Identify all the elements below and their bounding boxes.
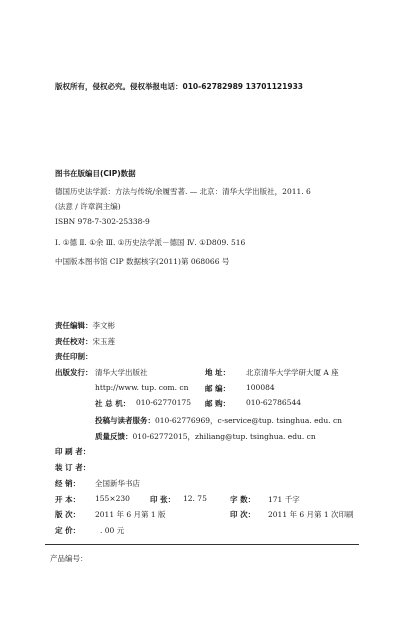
credit-editor-value: 李文彬 xyxy=(92,321,115,330)
cip-classification: Ⅰ. ①德 Ⅱ. ①余 Ⅲ. ①历史法学派－德国 Ⅳ. ①D809. 516 xyxy=(55,238,246,247)
mail-order-value: 010-62786544 xyxy=(246,398,302,407)
format-value: 155×230 xyxy=(95,494,130,503)
binder-label: 装 订 者： xyxy=(55,463,91,472)
address-value: 北京清华大学学研大厦 A 座 xyxy=(246,368,339,377)
quality-feedback-label: 质量反馈： xyxy=(95,432,133,441)
reader-service xyxy=(95,415,342,426)
postcode-label: 邮 编： xyxy=(205,384,231,393)
price-label: 定 价： xyxy=(55,526,81,535)
cip-title-line: 德国历史法学派：方法与传统/余履雪著. — 北京：清华大学出版社，2011. 6 xyxy=(55,187,311,196)
word-count-value: 171 千字 xyxy=(268,495,300,504)
credit-editor xyxy=(55,320,115,331)
switchboard-value: 010-62770175 xyxy=(136,398,192,407)
print-run-value: 2011 年 6 月第 1 次印刷 xyxy=(268,510,354,519)
copyright-notice: 版权所有，侵权必究。侵权举报电话：010-62782989 13701121933 xyxy=(55,82,304,91)
address-label: 地 址： xyxy=(205,368,231,377)
credit-printing-label: 责任印制： xyxy=(55,352,93,361)
publisher-name: 清华大学出版社 xyxy=(95,368,148,377)
cip-core-note: 中国版本图书馆 CIP 数据核字(2011)第 068066 号 xyxy=(55,257,230,266)
mail-order-label: 邮 购： xyxy=(205,399,231,408)
reader-service-label: 投稿与读者服务： xyxy=(95,416,155,425)
credit-proofreader xyxy=(55,336,115,347)
credit-printing xyxy=(55,351,93,362)
credit-proofreader-label: 责任校对： xyxy=(55,337,93,346)
cip-heading: 图书在版编目(CIP)数据 xyxy=(55,169,136,178)
sheets-value: 12. 75 xyxy=(183,494,207,503)
switchboard-label: 社 总 机： xyxy=(95,399,131,408)
credit-proofreader-value: 宋玉莲 xyxy=(92,337,115,346)
printer-label: 印 刷 者： xyxy=(55,447,91,456)
edition-value: 2011 年 6 月第 1 版 xyxy=(95,510,166,519)
publisher-label: 出版发行： xyxy=(55,368,93,377)
sheets-label: 印 张： xyxy=(150,495,176,504)
format-label: 开 本： xyxy=(55,495,81,504)
quality-feedback xyxy=(95,431,316,442)
cip-isbn: ISBN 978-7-302-25338-9 xyxy=(55,217,150,226)
divider-line xyxy=(45,544,359,545)
reader-service-value: 010-62776969，c-service@tup. tsinghua. edu. cn xyxy=(155,416,342,425)
cip-series-line: (法意 / 许章润主编) xyxy=(55,202,121,211)
credit-editor-label: 责任编辑： xyxy=(55,321,93,330)
edition-label: 版 次： xyxy=(55,510,81,519)
publisher-url: http://www. tup. com. cn xyxy=(95,383,189,392)
word-count-label: 字 数： xyxy=(230,495,256,504)
distributor-value: 全国新华书店 xyxy=(95,479,140,488)
postcode-value: 100084 xyxy=(246,383,275,392)
quality-feedback-value: 010-62772015，zhiliang@tup. tsinghua. edu. cn xyxy=(132,432,316,441)
product-number-label: 产品编号： xyxy=(50,554,88,563)
print-run-label: 印 次： xyxy=(230,510,256,519)
distributor-label: 经 销： xyxy=(55,479,81,488)
price-value: . 00 元 xyxy=(100,526,125,535)
